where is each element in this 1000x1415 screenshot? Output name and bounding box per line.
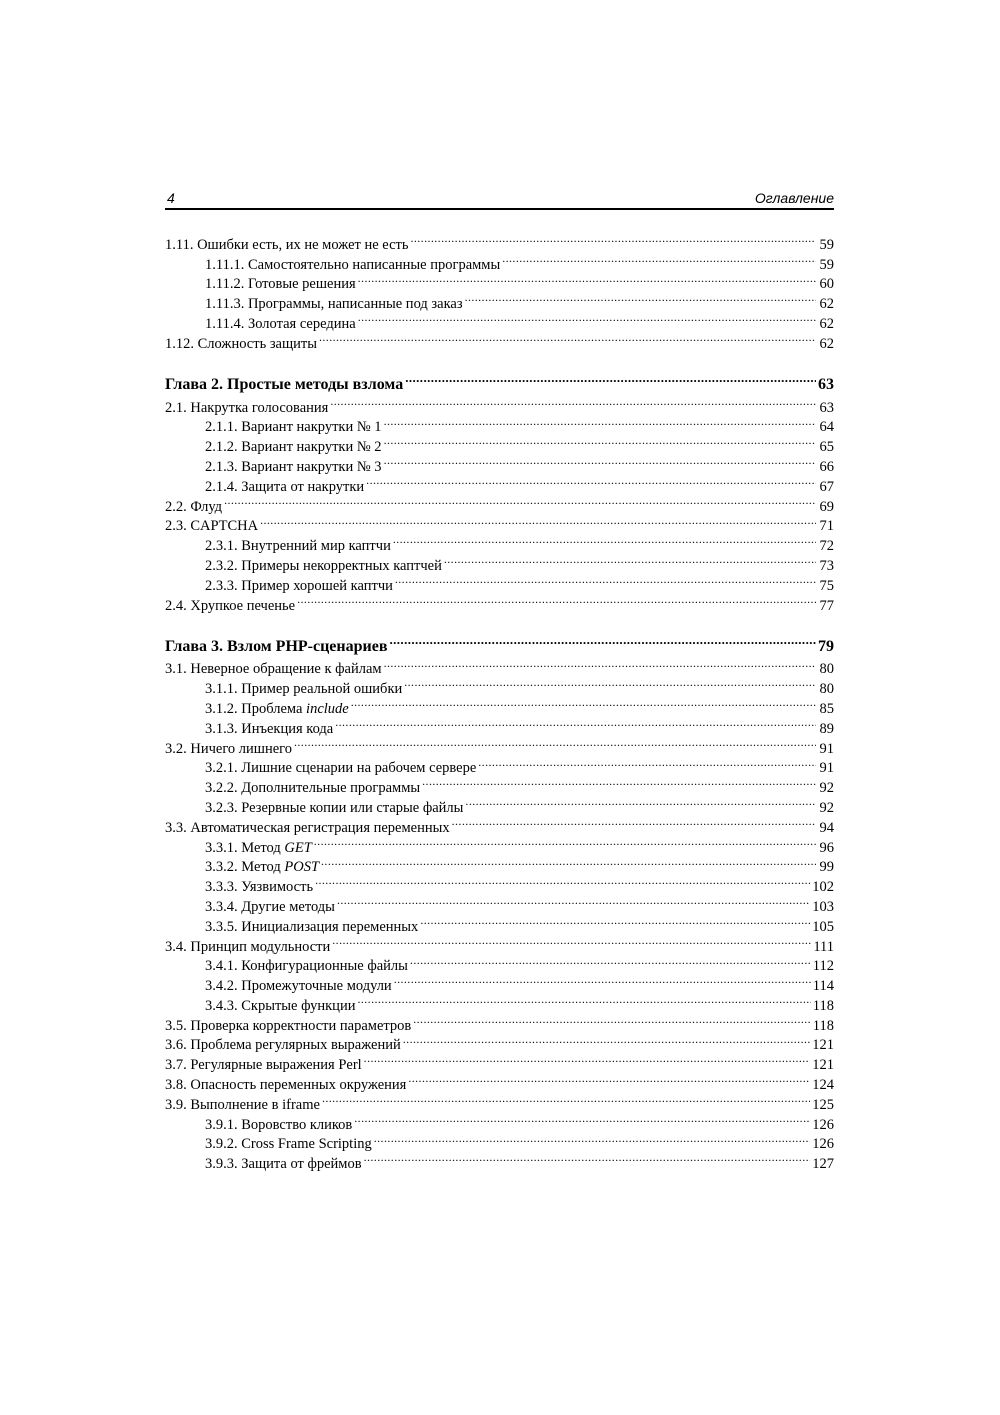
toc-entry-label: 3.9.1. Воровство кликов [205,1116,353,1133]
dot-leader [358,269,816,289]
toc-entry-label: 1.11. Ошибки есть, их не может не есть [165,236,409,253]
toc-page-number: 65 [819,439,834,456]
toc-entry-label: 1.12. Сложность защиты [165,335,317,352]
dot-leader [384,654,816,674]
dot-leader [404,673,816,693]
toc-entry-label-italic: POST [284,859,320,876]
dot-leader [358,308,816,328]
toc-entry-label: 3.3. Автоматическая регистрация переменных [165,819,450,836]
dot-leader [384,412,816,432]
dot-leader [330,392,816,412]
table-of-contents [165,229,834,1173]
toc-page-number: 79 [818,637,834,655]
dot-leader [294,733,816,753]
toc-entry-label: 3.8. Опасность переменных окружения [165,1077,407,1094]
toc-page-number: 72 [819,538,834,555]
toc-entry-label-italic: include [306,700,349,717]
toc-entry-label: 3.2. Ничего лишнего [165,740,292,757]
toc-entry-row [165,511,834,535]
toc-entry-label: 2.4. Хрупкое печенье [165,597,296,614]
dot-leader [321,852,816,872]
dot-leader [384,431,816,451]
toc-entry-label [205,839,312,859]
page-header [165,188,834,210]
running-title: Оглавление [754,190,834,206]
toc-page-number: 92 [819,799,834,816]
toc-entry-label: 2.3.1. Внутренний мир каптчи [205,538,391,555]
toc-entry-label: 2.3.3. Пример хорошей каптчи [205,577,393,594]
dot-leader [478,753,816,773]
dot-leader [393,530,816,550]
dot-leader [374,1129,811,1149]
toc-page-number: 62 [819,335,834,352]
toc-entry-label: 1.11.1. Самостоятельно написанные программы [205,256,501,273]
toc-page-number: 94 [819,819,834,836]
toc-page-number: 59 [819,236,834,253]
dot-leader [335,713,816,733]
toc-entry-label: 2.1.1. Вариант накрутки № 1 [205,419,382,436]
toc-entry-label: 2.1.2. Вариант накрутки № 2 [205,439,382,456]
toc-page-number: 92 [819,780,834,797]
toc-entry-label: 3.5. Проверка корректности параметров [165,1017,412,1034]
dot-leader [332,931,811,951]
toc-entry-label: 1.11.2. Готовые решения [205,276,356,293]
toc-page-number: 126 [812,1136,834,1153]
toc-entry-label: 3.7. Регулярные выражения Perl [165,1057,362,1074]
toc-entry-label: Глава 3. Взлом PHP-сценариев [165,637,388,655]
toc-entry-row [165,530,834,555]
toc-entry-label-text: 3.1.2. Проблема [205,700,307,717]
dot-leader [408,1069,810,1089]
toc-entry-label-text: 3.3.2. Метод [205,859,285,876]
dot-leader [322,1089,810,1109]
toc-page-number: 71 [819,518,834,535]
dot-leader [452,812,816,832]
toc-page-number: 114 [812,978,834,995]
toc-entry-label: 3.9. Выполнение в iframe [165,1096,320,1113]
dot-leader [319,328,816,348]
toc-entry-label: Глава 2. Простые методы взлома [165,375,404,393]
toc-page-number: 80 [819,681,834,698]
dot-leader [354,1109,810,1129]
dot-leader [366,471,816,491]
page-number: 4 [167,190,175,206]
toc-entry-label: 3.6. Проблема регулярных выражений [165,1037,401,1054]
toc-page-number: 62 [819,296,834,313]
dot-leader [357,990,810,1010]
toc-page-number: 103 [812,898,834,915]
toc-page-number: 63 [819,399,834,416]
dot-leader [314,832,816,852]
toc-entry-row [165,491,834,515]
toc-page-number: 118 [812,1017,834,1034]
dot-leader [465,792,816,812]
toc-page-number: 67 [819,478,834,495]
toc-page-number: 89 [819,720,834,737]
dot-leader [260,511,816,531]
toc-entry-label: 2.3. CAPTCHA [165,518,259,535]
toc-page-number: 124 [812,1077,834,1094]
dot-leader [502,249,816,269]
toc-entry-label [205,700,349,720]
toc-entry-label: 2.1. Накрутка голосования [165,399,329,416]
dot-leader [351,693,816,713]
toc-page-number: 73 [819,557,834,574]
toc-entry-label: 1.11.3. Программы, написанные под заказ [205,296,463,313]
dot-leader [395,570,816,590]
toc-entry-label: 3.4.2. Промежуточные модули [205,978,392,995]
toc-page-number: 85 [819,700,834,717]
toc-entry-label: 3.4.3. Скрытые функции [205,997,356,1014]
toc-entry-label: 3.3.4. Другие методы [205,898,335,915]
toc-entry-label [205,858,319,878]
toc-page-number: 91 [819,760,834,777]
toc-entry-label: 2.2. Флуд [165,498,223,515]
toc-entry-label: 3.2.3. Резервные копии или старые файлы [205,799,464,816]
toc-entry-label: 3.3.3. Уязвимость [205,879,314,896]
dot-leader [422,772,816,792]
toc-page-number: 63 [818,375,834,393]
toc-entry-label: 3.9.3. Защита от фреймов [205,1156,362,1173]
toc-page-number: 59 [819,256,834,273]
toc-entry-label: 3.9.2. Cross Frame Scripting [205,1136,372,1153]
dot-leader [444,550,816,570]
toc-entry-label: 2.3.2. Примеры некорректных каптчей [205,557,442,574]
toc-entry-label: 3.1. Неверное обращение к файлам [165,661,382,678]
toc-entry-label: 3.3.5. Инициализация переменных [205,918,419,935]
dot-leader [224,491,816,511]
toc-page-number: 111 [813,938,834,955]
toc-page-number: 121 [812,1037,834,1054]
toc-page-number: 99 [819,859,834,876]
toc-page-number: 75 [819,577,834,594]
toc-page-number: 60 [819,276,834,293]
toc-page-number: 91 [819,740,834,757]
dot-leader [403,1030,810,1050]
toc-page-number: 102 [812,879,834,896]
toc-page-number: 64 [819,419,834,436]
toc-page-number: 69 [819,498,834,515]
dot-leader [337,891,810,911]
toc-chapter-row [165,363,834,393]
dot-leader [420,911,810,931]
dot-leader [364,1049,811,1069]
toc-page-number: 80 [819,661,834,678]
toc-entry-label: 3.4.1. Конфигурационные файлы [205,958,408,975]
dot-leader [410,229,816,249]
toc-entry-label: 3.1.3. Инъекция кода [205,720,334,737]
dot-leader [364,1148,811,1168]
toc-page-number: 125 [812,1096,834,1113]
toc-page-number: 112 [812,958,834,975]
toc-page-number: 126 [812,1116,834,1133]
dot-leader [297,590,816,610]
toc-page-number: 77 [819,597,834,614]
toc-page-number: 127 [812,1156,834,1173]
toc-entry-label: 3.1.1. Пример реальной ошибки [205,681,403,698]
dot-leader [389,625,816,651]
toc-entry-label: 2.1.3. Вариант накрутки № 3 [205,458,382,475]
dot-leader [413,1010,811,1030]
dot-leader [315,871,810,891]
toc-page-number: 96 [819,839,834,856]
toc-entry-row [165,229,834,253]
toc-page-number: 62 [819,315,834,332]
toc-page-number: 121 [812,1057,834,1074]
toc-page-number: 105 [812,918,834,935]
toc-chapter-row [165,625,834,655]
toc-entry-label-italic: GET [284,839,312,856]
toc-entry-label: 3.2.1. Лишние сценарии на рабочем сервере [205,760,477,777]
toc-page-number: 66 [819,458,834,475]
toc-entry-label-text: 3.3.1. Метод [205,839,285,856]
dot-leader [405,363,816,389]
toc-entry-label: 3.2.2. Дополнительные программы [205,780,421,797]
dot-leader [384,451,816,471]
toc-entry-label: 2.1.4. Защита от накрутки [205,478,365,495]
toc-entry-label: 1.11.4. Золотая середина [205,315,356,332]
dot-leader [394,970,811,990]
toc-page-number: 118 [812,997,834,1014]
toc-entry-label: 3.4. Принцип модульности [165,938,331,955]
dot-leader [410,951,811,971]
dot-leader [465,288,816,308]
